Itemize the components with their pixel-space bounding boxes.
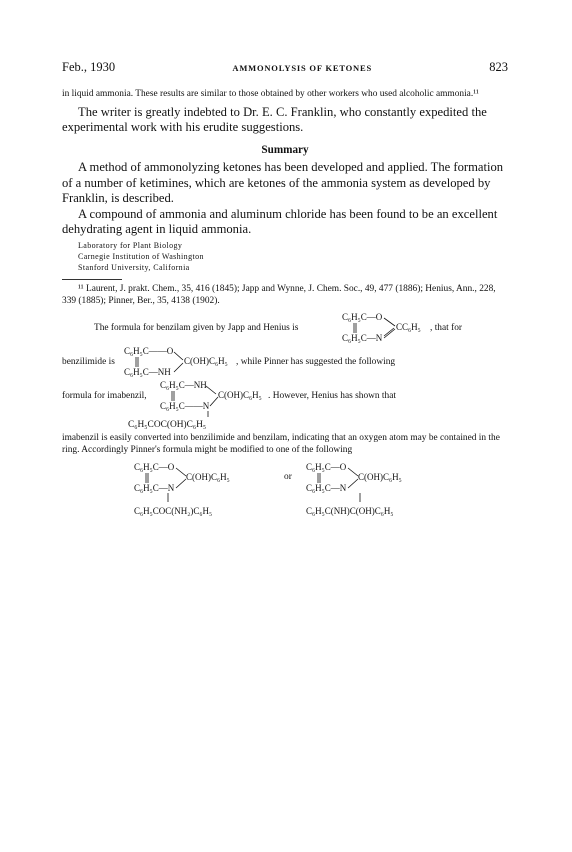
affiliation-line-3: Stanford University, California (78, 263, 190, 273)
alt1-top: C₆H₅C—O (134, 462, 175, 473)
affiliation (62, 240, 508, 273)
footnote-text: Laurent, J. prakt. Chem., 35, 416 (1845); Japp and Wynne, J. Chem. Soc., 49, 477 (1886); Henius, Ann., 228, 339 (1885); Pinner, Ber., 35, 4138 (1902). (62, 284, 496, 307)
alt2-right: C(OH)C₆H₅ (358, 472, 402, 483)
imabenzil-text: formula for imabenzil, (62, 390, 147, 401)
header-title: AMMONOLYSIS OF KETONES (232, 63, 372, 73)
imabenzil-formula-top: C₆H₅C—NH (160, 379, 207, 390)
benzilam-formula-right: CC₆H₅ (396, 321, 421, 332)
benzilam-formula-top: C₆H₅C—O (342, 311, 383, 322)
imabenzil-substituent: C₆H₅COC(OH)C₆H₅ (128, 419, 207, 430)
alt-formula-2 (306, 460, 456, 522)
imabenzil-formula-bottom: C₆H₅C——N (160, 400, 210, 411)
benzilam-formula (342, 310, 508, 344)
alt1-sub: C₆H₅COC(NH₂)C₆H₅ (134, 506, 213, 517)
affiliation-line-1: Laboratory for Plant Biology (78, 241, 183, 251)
summary-paragraph-1: A method of ammonolyzing ketones has been developed and applied. The formation of a number of ketimines, which are ketones of the ammonia system as developed by Franklin, is described. (62, 160, 504, 206)
alternative-formulas (62, 460, 508, 522)
alt2-sub: C₆H₅C(NH)C(OH)C₆H₅ (306, 506, 394, 517)
imabenzil-line (62, 378, 508, 428)
header-date: Feb., 1930 (62, 60, 116, 74)
footnote-conclusion: imabenzil is easily converted into benzilimide and benzilam, indicating that an oxygen atom may be contained in the ring. Accordingly Pinner's formula might be modified to one of the following (62, 433, 500, 455)
benzilimide-formula-bottom: C₆H₅C—NH (124, 366, 171, 377)
benzilimide-text: benzilimide is (62, 356, 115, 367)
benzilam-formula-bottom: C₆H₅C—N (342, 332, 383, 343)
page-header (62, 60, 508, 75)
top-text: in liquid ammonia. These results are similar to those obtained by other workers who used alcoholic ammonia.¹¹ (62, 89, 479, 99)
imabenzil-formula (160, 378, 508, 428)
affiliation-line-2: Carnegie Institution of Washington (78, 252, 204, 262)
alt1-bottom: C₆H₅C—N (134, 483, 175, 494)
benzilam-line (62, 310, 508, 344)
alt2-top: C₆H₅C—O (306, 462, 347, 473)
benzilimide-formula-right: C(OH)C₆H₅ (184, 355, 228, 366)
or-text: or (284, 472, 292, 483)
benzilam-text: The formula for benzilam given by Japp and Henius is (94, 322, 299, 333)
alt-formula-1 (134, 460, 264, 522)
however-text: . However, Henius has shown that (268, 390, 396, 401)
imabenzil-formula-right: C(OH)C₆H₅ (218, 389, 262, 400)
footnote-marker: ¹¹ (78, 284, 84, 295)
footnote-11 (62, 284, 508, 307)
pinner-text: , while Pinner has suggested the following (236, 356, 396, 367)
that-for-text: , that for (430, 322, 463, 333)
benzilimide-formula-top: C₆H₅C——O (124, 345, 174, 356)
journal-page (62, 60, 508, 522)
footnote-rule (62, 279, 122, 280)
benzilimide-formula (124, 344, 508, 378)
benzilimide-line (62, 344, 508, 378)
alt2-bottom: C₆H₅C—N (306, 483, 347, 494)
summary-paragraph-2: A compound of ammonia and aluminum chloride has been found to be an excellent dehydrating agent in liquid ammonia. (62, 206, 498, 237)
header-page-number: 823 (489, 60, 508, 74)
acknowledgement: The writer is greatly indebted to Dr. E. C. Franklin, who constantly expedited the experimental work with his erudite suggestions. (62, 104, 487, 134)
alt1-right: C(OH)C₆H₅ (186, 472, 230, 483)
summary-heading: Summary (261, 144, 309, 157)
